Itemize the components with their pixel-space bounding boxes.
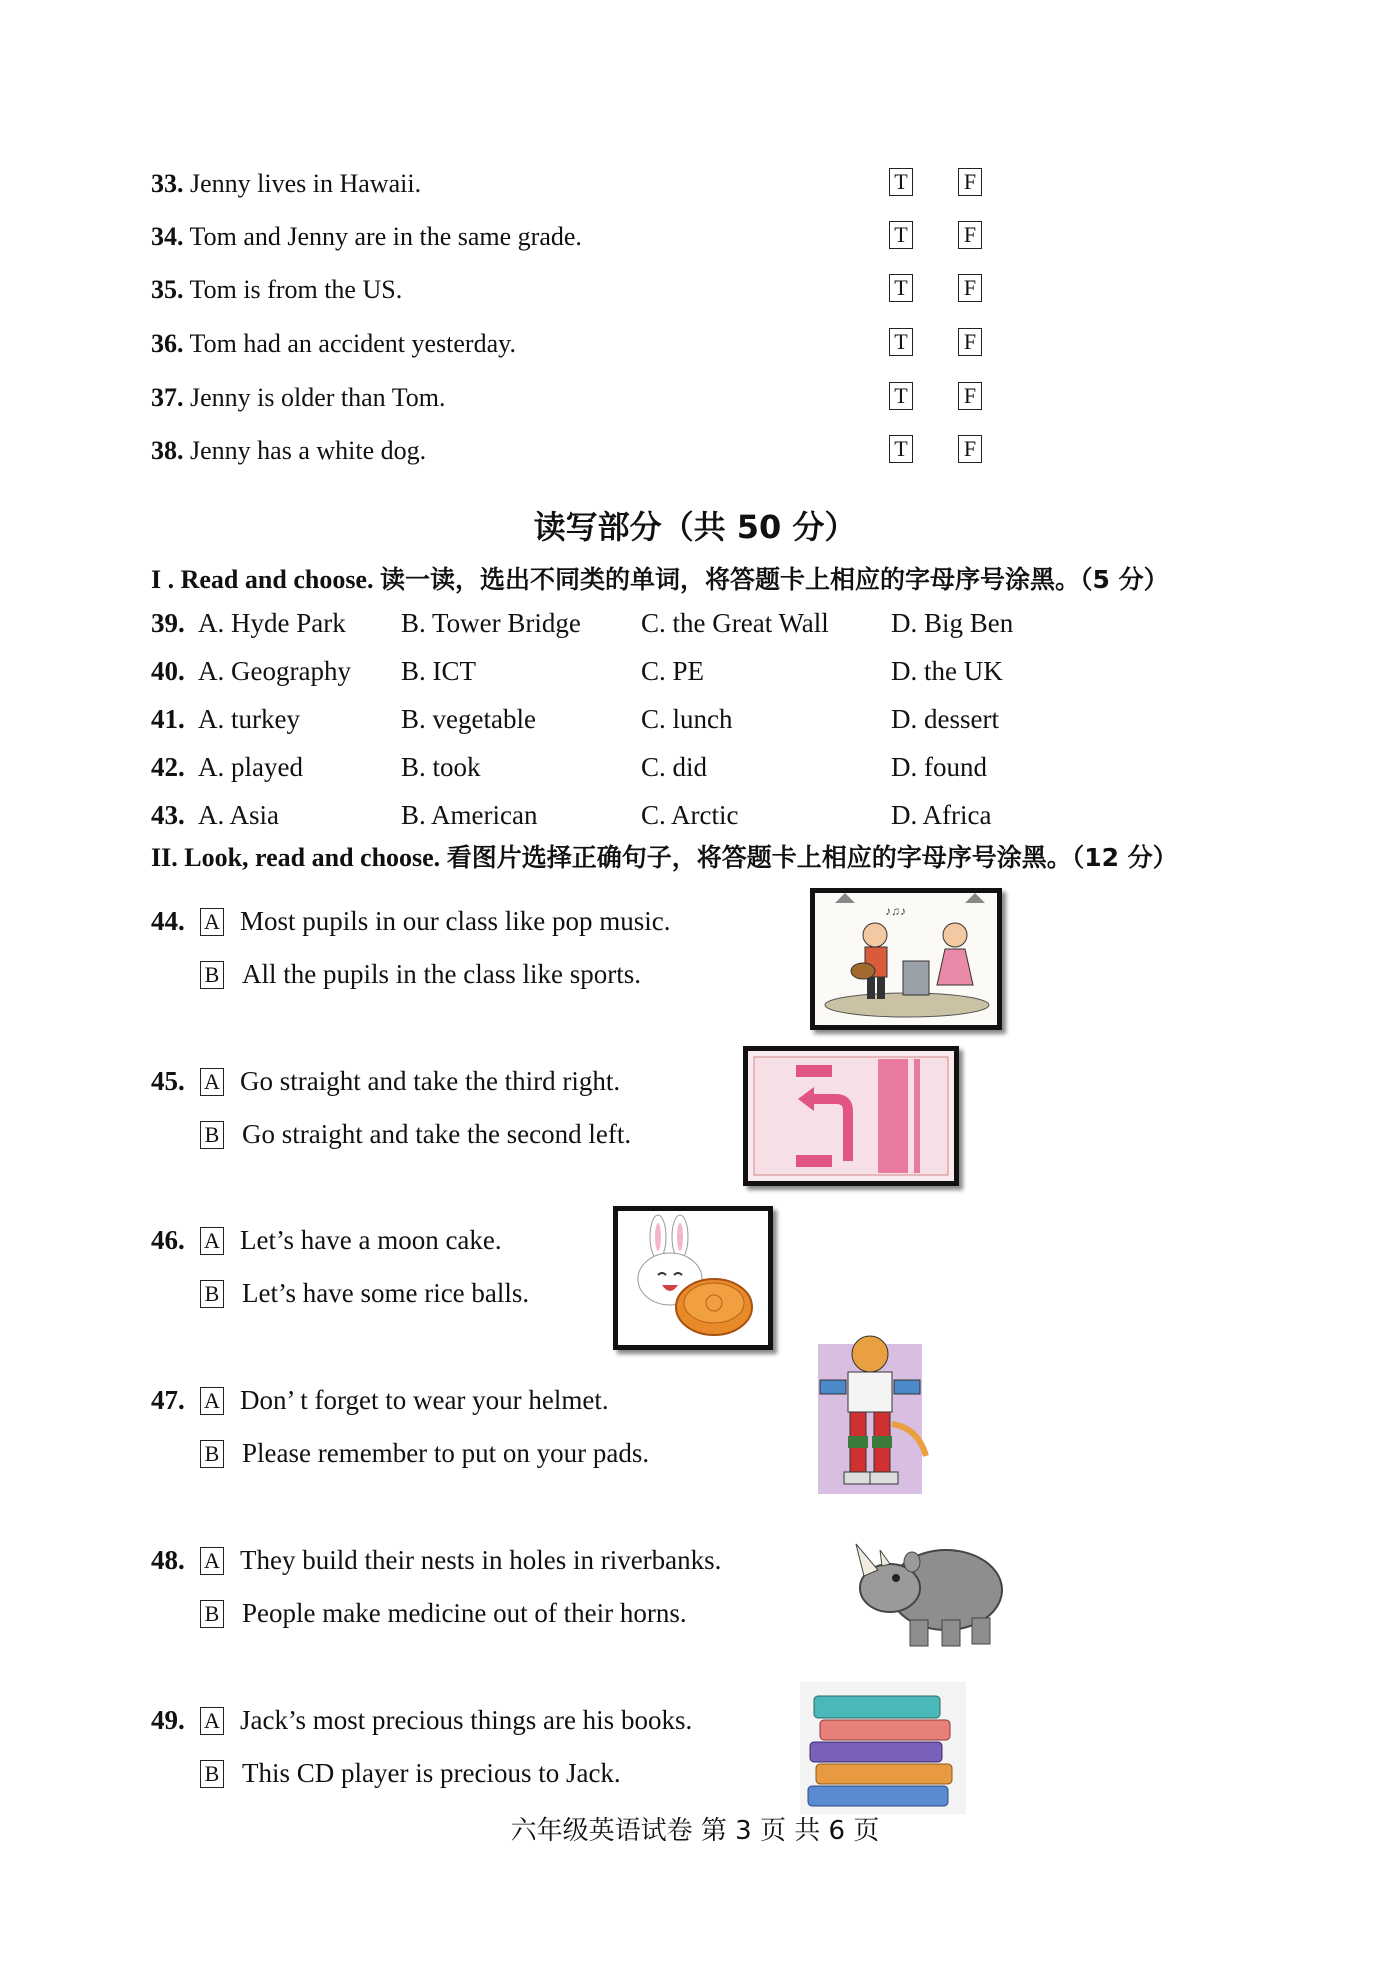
part1-heading	[151, 560, 1169, 596]
part2-heading-en: II. Look, read and choose.	[151, 843, 441, 872]
option-d[interactable]: D. dessert	[891, 704, 999, 734]
true-box[interactable]: T	[889, 435, 913, 463]
true-box[interactable]: T	[889, 382, 913, 410]
option-b-text: Go straight and take the second left.	[242, 1119, 632, 1149]
question-number: 48.	[151, 1545, 185, 1575]
question-number: 46.	[151, 1225, 185, 1255]
question-number: 37.	[151, 383, 184, 412]
option-b[interactable]: B. took	[401, 752, 481, 782]
option-c[interactable]: C. did	[641, 752, 708, 782]
question-number: 35.	[151, 275, 184, 304]
true-box[interactable]: T	[889, 221, 913, 249]
question-text: Jenny is older than Tom.	[190, 383, 446, 412]
option-b-text: People make medicine out of their horns.	[242, 1598, 687, 1628]
singers-icon	[810, 888, 1002, 1030]
part1-heading-en: I . Read and choose.	[151, 565, 374, 594]
false-box[interactable]: F	[958, 435, 982, 463]
false-box[interactable]: F	[958, 382, 982, 410]
option-d[interactable]: D. found	[891, 752, 987, 782]
option-d[interactable]: D. Africa	[891, 800, 992, 830]
option-a[interactable]: A. turkey	[198, 704, 300, 734]
question-number: 44.	[151, 906, 185, 936]
option-d[interactable]: D. Big Ben	[891, 608, 1014, 638]
true-box[interactable]: T	[889, 274, 913, 302]
question-number: 39.	[151, 608, 185, 638]
option-b[interactable]: B. Tower Bridge	[401, 608, 581, 638]
turn-left-sign-icon	[743, 1046, 959, 1186]
part1-heading-cn: 读一读，选出不同类的单词，将答题卡上相应的字母序号涂黑。（5 分）	[379, 565, 1169, 594]
question-number: 45.	[151, 1066, 185, 1096]
question-text: Tom had an accident yesterday.	[189, 329, 516, 358]
option-b-text: All the pupils in the class like sports.	[242, 959, 641, 989]
true-box[interactable]: T	[889, 328, 913, 356]
option-a-text: They build their nests in holes in riverbanks.	[240, 1545, 722, 1575]
option-b-box[interactable]: B	[200, 1760, 224, 1788]
question-number: 34.	[151, 222, 184, 251]
question-number: 47.	[151, 1385, 185, 1415]
false-box[interactable]: F	[958, 168, 982, 196]
question-number: 38.	[151, 436, 184, 465]
option-b-box[interactable]: B	[200, 1121, 224, 1149]
option-a[interactable]: A. Asia	[198, 800, 279, 830]
rhino-icon	[850, 1522, 1010, 1652]
question-number: 40.	[151, 656, 185, 686]
option-c[interactable]: C. PE	[641, 656, 705, 686]
option-b-text: This CD player is precious to Jack.	[242, 1758, 621, 1788]
option-a-box[interactable]: A	[200, 1387, 224, 1415]
option-b[interactable]: B. ICT	[401, 656, 477, 686]
true-box[interactable]: T	[889, 168, 913, 196]
part2-heading-cn: 看图片选择正确句子，将答题卡上相应的字母序号涂黑。（12 分）	[446, 843, 1178, 872]
option-a-box[interactable]: A	[200, 908, 224, 936]
option-c[interactable]: C. the Great Wall	[641, 608, 829, 638]
option-a-text: Jack’s most precious things are his books.	[240, 1705, 693, 1735]
books-icon	[800, 1682, 966, 1814]
section-title: 读写部分（共 50 分）	[533, 508, 857, 546]
false-box[interactable]: F	[958, 274, 982, 302]
option-b-box[interactable]: B	[200, 961, 224, 989]
question-number: 36.	[151, 329, 184, 358]
svg-text:♪♫♪: ♪♫♪	[885, 904, 906, 918]
rabbit-mooncake-icon	[613, 1206, 773, 1350]
option-a[interactable]: A. Hyde Park	[198, 608, 346, 638]
option-b-text: Please remember to put on your pads.	[242, 1438, 650, 1468]
option-a-box[interactable]: A	[200, 1068, 224, 1096]
option-a-text: Don’ t forget to wear your helmet.	[240, 1385, 609, 1415]
option-a-text: Most pupils in our class like pop music.	[240, 906, 671, 936]
option-b-box[interactable]: B	[200, 1600, 224, 1628]
option-a[interactable]: A. Geography	[198, 656, 351, 686]
option-d[interactable]: D. the UK	[891, 656, 1003, 686]
option-b[interactable]: B. American	[401, 800, 538, 830]
option-b-box[interactable]: B	[200, 1280, 224, 1308]
page-footer: 六年级英语试卷 第 3 页 共 6 页	[510, 1816, 880, 1846]
option-b[interactable]: B. vegetable	[401, 704, 536, 734]
option-b-box[interactable]: B	[200, 1440, 224, 1468]
option-a-box[interactable]: A	[200, 1707, 224, 1735]
question-number: 33.	[151, 169, 184, 198]
option-a-box[interactable]: A	[200, 1547, 224, 1575]
option-a-box[interactable]: A	[200, 1227, 224, 1255]
question-number: 41.	[151, 704, 185, 734]
question-text: Tom is from the US.	[189, 275, 403, 304]
false-box[interactable]: F	[958, 221, 982, 249]
tiger-skater-icon	[800, 1332, 940, 1498]
option-b-text: Let’s have some rice balls.	[242, 1278, 530, 1308]
option-c[interactable]: C. lunch	[641, 704, 733, 734]
question-number: 42.	[151, 752, 185, 782]
false-box[interactable]: F	[958, 328, 982, 356]
question-number: 43.	[151, 800, 185, 830]
question-text: Jenny has a white dog.	[190, 436, 427, 465]
part2-heading	[151, 838, 1178, 874]
question-number: 49.	[151, 1705, 185, 1735]
question-text: Jenny lives in Hawaii.	[190, 169, 422, 198]
question-text: Tom and Jenny are in the same grade.	[189, 222, 582, 251]
option-a-text: Let’s have a moon cake.	[240, 1225, 502, 1255]
option-c[interactable]: C. Arctic	[641, 800, 739, 830]
option-a-text: Go straight and take the third right.	[240, 1066, 621, 1096]
option-a[interactable]: A. played	[198, 752, 303, 782]
